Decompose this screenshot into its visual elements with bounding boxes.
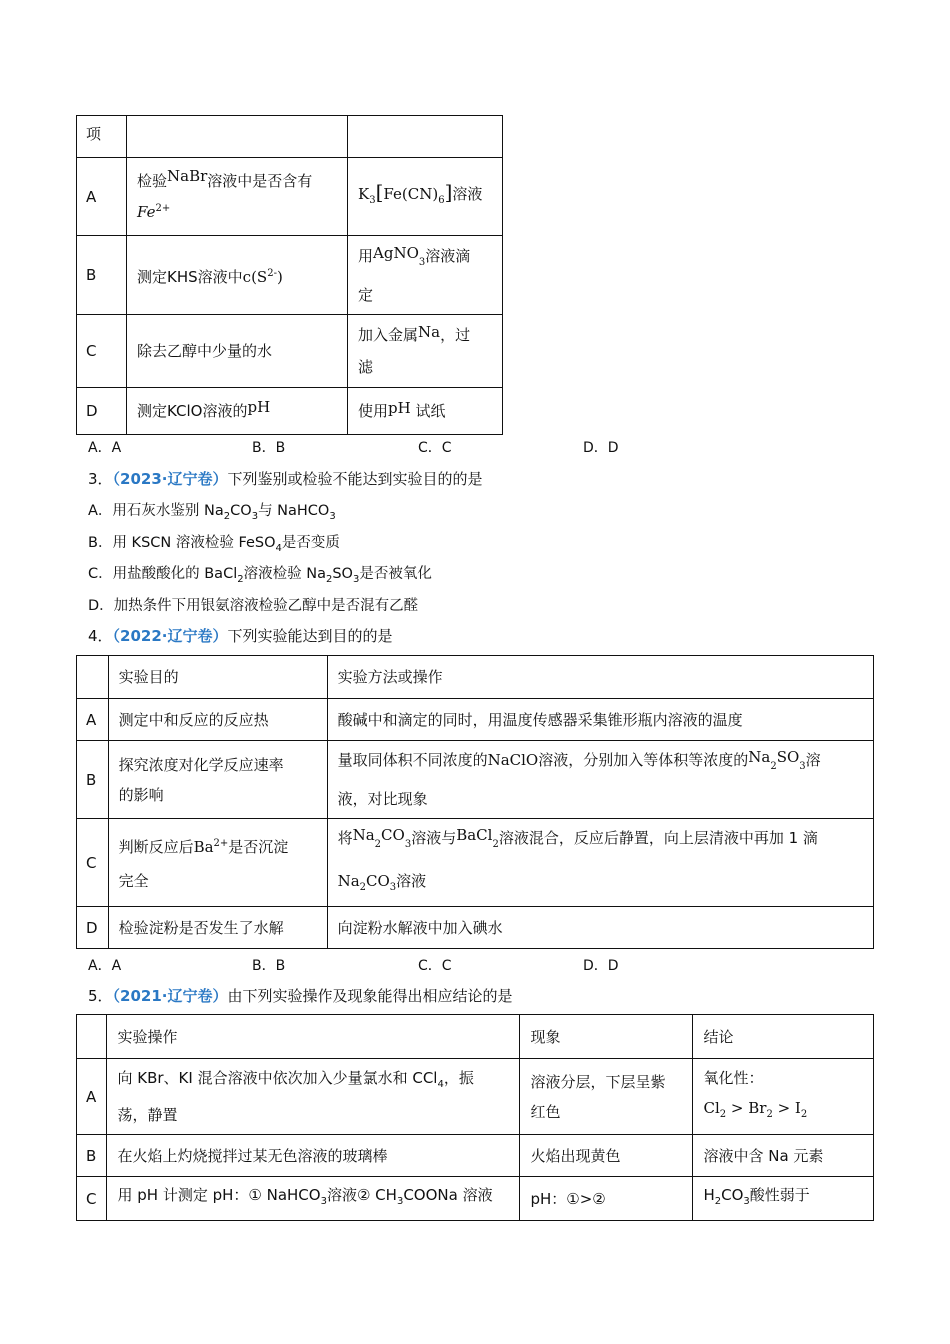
table-row [77,1177,874,1221]
question-source: （2023·辽宁卷） [112,470,228,488]
cell-purpose: 测定KHS溶液中$c(S^{2-})$ [127,236,348,315]
header-conclusion: 结论 [693,1015,874,1059]
table-row [77,907,874,949]
option-d[interactable]: D．D [583,440,619,456]
cell-conclusion: 溶液中含 Na 元素 [693,1135,874,1177]
question-3-stem: 3．（2023·辽宁卷）下列鉴别或检验不能达到实验目的的是 [88,470,483,488]
cell-phenomenon: 火焰出现黄色 [520,1135,693,1177]
option-d[interactable]: D．D [583,958,619,974]
q3-option-c[interactable]: C．用盐酸酸化的 BaCl$_2$溶液检验 $Na_2SO_3$是否被氧化 [88,566,432,585]
row-label: B [77,236,127,315]
cell-reagent: 用AgNO$_3$溶液滴 定 [348,236,503,315]
row-label: C [77,315,127,388]
table-row [77,236,503,315]
table-row [77,388,503,435]
table-row [77,1059,874,1135]
cell-reagent: 使用pH 试纸 [348,388,503,435]
cell-operation: 用 pH 计测定 pH：① NaHCO$_3$溶液② $CH_3COONa$ 溶液 [107,1177,520,1221]
header-method: 实验方法或操作 [327,656,873,699]
cell-method: 将$Na_2CO_3$溶液与BaCl$_2$溶液混合，反应后静置，向上层清液中再加 1 滴 $Na_2CO_3$溶液 [327,819,873,907]
cell-method: 酸碱中和滴定的同时，用温度传感器采集锥形瓶内溶液的温度 [327,699,873,741]
cell-goal: 测定中和反应的反应热 [108,699,327,741]
question-source: （2022·辽宁卷） [112,627,228,645]
table-q4 [76,655,874,949]
row-label: C [77,1177,107,1221]
header-cell-empty [77,1015,107,1059]
table-row [77,158,503,236]
row-label: A [77,699,109,741]
cell-purpose: 检验NaBr溶液中是否含有 $Fe^{2+}$ [127,158,348,236]
question-source: （2021·辽宁卷） [112,987,228,1005]
cell-reagent: $K_3[Fe(CN)_6]$溶液 [348,158,503,236]
table-row [77,699,874,741]
option-c[interactable]: C．C [418,440,452,456]
row-label: A [77,158,127,236]
header-cell-empty [77,656,109,699]
row-label: D [77,388,127,435]
header-cell-empty [348,116,503,158]
row-label: D [77,907,109,949]
cell-operation: 向 KBr、KI 混合溶液中依次加入少量氯水和 CCl$_4$，振 荡，静置 [107,1059,520,1135]
question-5-stem: 5．（2021·辽宁卷）由下列实验操作及现象能得出相应结论的是 [88,987,513,1005]
option-b[interactable]: B．B [252,440,286,456]
cell-goal: 检验淀粉是否发生了水解 [108,907,327,949]
option-b[interactable]: B．B [252,958,286,974]
table-row [77,315,503,388]
cell-method: 向淀粉水解液中加入碘水 [327,907,873,949]
header-goal: 实验目的 [108,656,327,699]
cell-goal: 探究浓度对化学反应速率 的影响 [108,741,327,819]
cell-phenomenon: 溶液分层，下层呈紫 红色 [520,1059,693,1135]
row-label: A [77,1059,107,1135]
table-row [77,1135,874,1177]
row-label: B [77,1135,107,1177]
question-4-stem: 4．（2022·辽宁卷）下列实验能达到目的的是 [88,627,393,645]
header-operation: 实验操作 [107,1015,520,1059]
q3-option-a[interactable]: A．用石灰水鉴别 $Na_2CO_3$与 NaHCO$_3$ [88,503,336,522]
q3-option-b[interactable]: B．用 KSCN 溶液检验 FeSO$_4$是否变质 [88,535,340,554]
header-cell-empty [127,116,348,158]
table-row [77,741,874,819]
row-label: B [77,741,109,819]
option-a[interactable]: A．A [88,958,122,974]
option-c[interactable]: C．C [418,958,452,974]
cell-method: 量取同体积不同浓度的NaClO溶液，分别加入等体积等浓度的$Na_2SO_3$溶 液，对比现象 [327,741,873,819]
table-row [77,819,874,907]
header-cell: 项 [77,116,127,158]
row-label: C [77,819,109,907]
cell-goal: 判断反应后$Ba^{2+}$是否沉淀 完全 [108,819,327,907]
cell-purpose: 除去乙醇中少量的水 [127,315,348,388]
cell-purpose: 测定KClO溶液的pH [127,388,348,435]
cell-conclusion: 氧化性： $Cl_2 > Br_2 > I_2$ [693,1059,874,1135]
cell-conclusion: $H_2CO_3$酸性弱于 [693,1177,874,1221]
table-q5 [76,1014,874,1221]
cell-operation: 在火焰上灼烧搅拌过某无色溶液的玻璃棒 [107,1135,520,1177]
option-a[interactable]: A．A [88,440,122,456]
q3-option-d[interactable]: D．加热条件下用银氨溶液检验乙醇中是否混有乙醛 [88,598,419,614]
table-q2 [76,115,503,435]
cell-reagent: 加入金属Na，过 滤 [348,315,503,388]
cell-phenomenon: pH：①>② [520,1177,693,1221]
header-phenomenon: 现象 [520,1015,693,1059]
